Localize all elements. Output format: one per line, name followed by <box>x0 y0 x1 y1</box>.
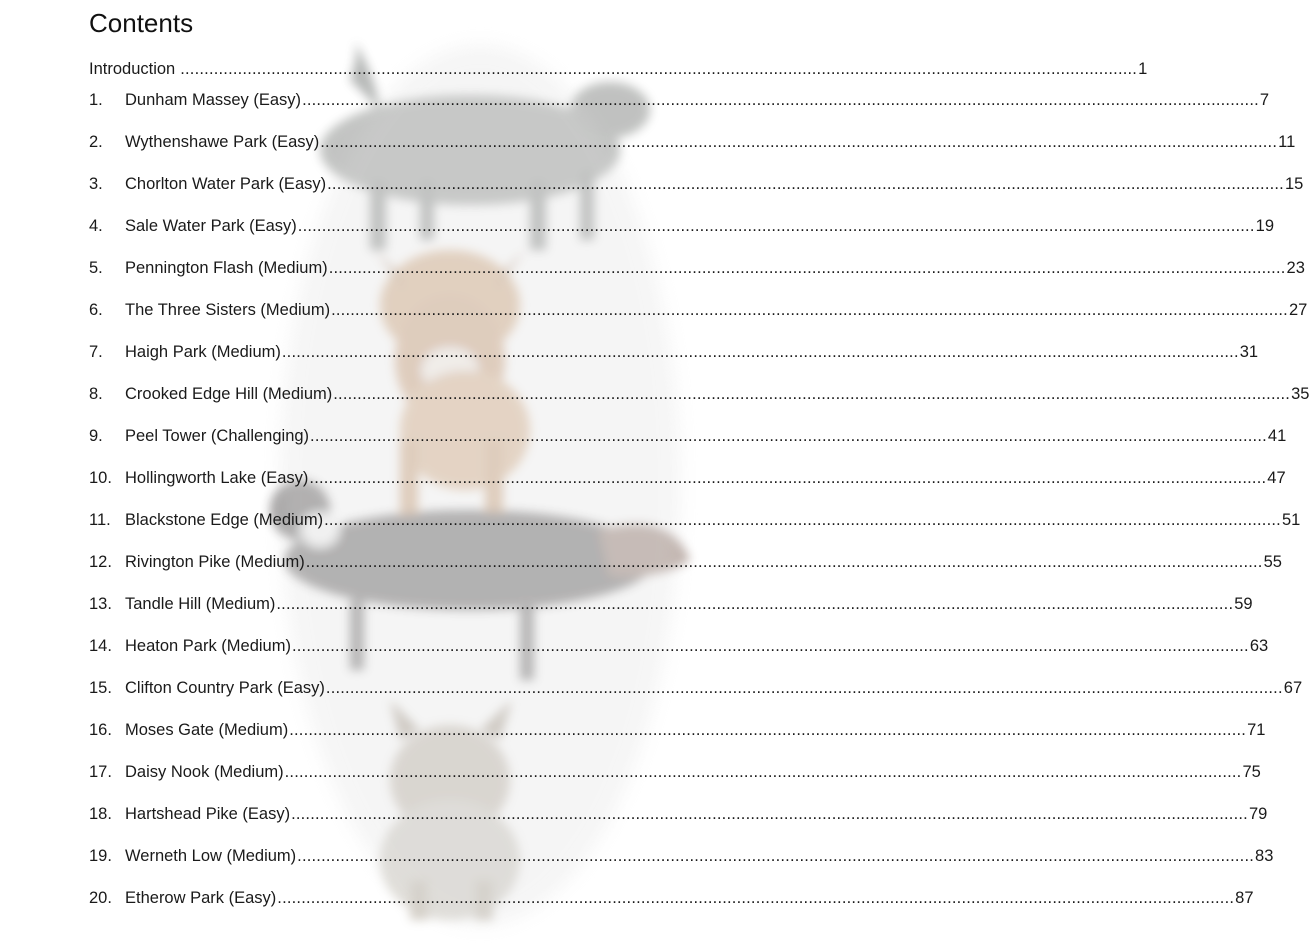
toc-entry-number: 13. <box>89 595 112 613</box>
toc-entry-label: Etherow Park (Easy) <box>125 889 277 907</box>
toc-page-number: 7 <box>1259 91 1270 109</box>
toc-entry-label: Dunham Massey (Easy) <box>125 91 302 109</box>
toc-entry-row[interactable] <box>89 886 1254 910</box>
toc-entry-row[interactable] <box>89 634 1269 658</box>
toc-entry-label: Peel Tower (Challenging) <box>125 427 310 445</box>
toc-entry-label: Rivington Pike (Medium) <box>125 553 305 571</box>
toc-entry-number: 20. <box>89 889 112 907</box>
toc-page-number: 15 <box>1284 175 1304 193</box>
toc-entry-row[interactable] <box>89 760 1261 784</box>
toc-entry-row[interactable] <box>89 508 1301 532</box>
dot-leader: ........................................................................................................................................................................................................ <box>291 805 1248 823</box>
toc-entry-label: Haigh Park (Medium) <box>125 343 281 361</box>
toc-entry-row[interactable] <box>89 256 1305 280</box>
toc-page-number: 55 <box>1263 553 1282 571</box>
toc-entry-number: 6. <box>89 301 103 319</box>
toc-entry-label: Tandle Hill (Medium) <box>125 595 276 613</box>
toc-entry-number: 1. <box>89 91 103 109</box>
toc-page-number: 63 <box>1249 637 1269 655</box>
dot-leader: ........................................................................................................................................................................................................ <box>302 91 1259 109</box>
toc-page-number: 71 <box>1247 721 1266 739</box>
toc-entry-row[interactable] <box>89 844 1274 868</box>
dot-leader: ........................................................................................................................................................................................................ <box>305 553 1263 571</box>
toc-entry-row[interactable] <box>89 130 1296 154</box>
toc-entry-number: 4. <box>89 217 103 235</box>
toc-page-number: 59 <box>1234 595 1253 613</box>
toc-entry-row[interactable] <box>89 592 1253 616</box>
toc-entry-number: 8. <box>89 385 103 403</box>
toc-entry-row[interactable] <box>89 676 1303 700</box>
toc-entry-number: 12. <box>89 553 112 571</box>
toc-entry-number: 11. <box>89 511 111 529</box>
toc-entry-number: 3. <box>89 175 103 193</box>
toc-entry-row[interactable] <box>89 382 1309 406</box>
toc-entry-row[interactable] <box>89 214 1274 238</box>
toc-entry-label: Crooked Edge Hill (Medium) <box>125 385 333 403</box>
toc-page-number: 23 <box>1286 259 1305 277</box>
toc-entry-label: Chorlton Water Park (Easy) <box>125 175 327 193</box>
toc-entry-number: 14. <box>89 637 112 655</box>
toc-intro-row[interactable] <box>89 57 1148 81</box>
toc-entry-label: Pennington Flash (Medium) <box>125 259 328 277</box>
dot-leader: ........................................................................................................................................................................................................ <box>289 721 1247 739</box>
toc-entry-row[interactable] <box>89 466 1286 490</box>
toc-entry-label: Daisy Nook (Medium) <box>125 763 284 781</box>
toc-page-number: 1 <box>1138 60 1148 78</box>
toc-entry-number: 18. <box>89 805 112 823</box>
dot-leader: ........................................................................................................................................................................................................ <box>284 763 1242 781</box>
toc-entry-label: The Three Sisters (Medium) <box>125 301 331 319</box>
toc-entry-label: Moses Gate (Medium) <box>125 721 289 739</box>
toc-page-number: 27 <box>1288 301 1308 319</box>
toc-page-number: 35 <box>1291 385 1309 403</box>
toc-entry-label: Wythenshawe Park (Easy) <box>125 133 320 151</box>
dot-leader: ........................................................................................................................................................................................................ <box>297 847 1255 865</box>
toc-page-number: 41 <box>1267 427 1287 445</box>
toc-entry-label: Sale Water Park (Easy) <box>125 217 297 235</box>
dot-leader: ........................................................................................................................................................................................................ <box>180 60 1138 78</box>
dot-leader: ........................................................................................................................................................................................................ <box>276 595 1234 613</box>
toc-entry-number: 16. <box>89 721 112 739</box>
dot-leader: ........................................................................................................................................................................................................ <box>277 889 1235 907</box>
toc-entry-label: Heaton Park (Medium) <box>125 637 291 655</box>
dot-leader: ........................................................................................................................................................................................................ <box>309 469 1267 487</box>
toc-page-number: 79 <box>1248 805 1268 823</box>
page-title: Contents <box>89 8 194 38</box>
dot-leader: ........................................................................................................................................................................................................ <box>327 175 1284 193</box>
toc-entry-row[interactable] <box>89 340 1259 364</box>
dot-leader: ........................................................................................................................................................................................................ <box>320 133 1278 151</box>
toc-entry-number: 2. <box>89 133 103 151</box>
toc-entry-row[interactable] <box>89 802 1268 826</box>
toc-entry-label: Blackstone Edge (Medium) <box>125 511 324 529</box>
toc-entry-row[interactable] <box>89 550 1282 574</box>
dot-leader: ........................................................................................................................................................................................................ <box>325 679 1283 697</box>
dot-leader: ........................................................................................................................................................................................................ <box>333 385 1291 403</box>
toc-entry-number: 7. <box>89 343 103 361</box>
toc-entry-label: Introduction <box>89 60 176 78</box>
toc-page-number: 31 <box>1239 343 1259 361</box>
toc-entry-number: 19. <box>89 847 112 865</box>
dot-leader: ........................................................................................................................................................................................................ <box>297 217 1255 235</box>
dot-leader: ........................................................................................................................................................................................................ <box>291 637 1249 655</box>
toc-entry-row[interactable] <box>89 298 1308 322</box>
toc-entry-row[interactable] <box>89 424 1287 448</box>
toc-entry-label: Clifton Country Park (Easy) <box>125 679 325 697</box>
toc-page-number: 51 <box>1281 511 1301 529</box>
toc-page-number: 19 <box>1255 217 1274 235</box>
toc-entry-label: Werneth Low (Medium) <box>125 847 297 865</box>
toc-page-number: 11 <box>1278 133 1296 151</box>
toc-entry-number: 15. <box>89 679 112 697</box>
toc-entry-number: 10. <box>89 469 112 487</box>
toc-entry-row[interactable] <box>89 172 1304 196</box>
dot-leader: ........................................................................................................................................................................................................ <box>324 511 1281 529</box>
toc-entry-number: 17. <box>89 763 112 781</box>
toc-page-number: 83 <box>1255 847 1274 865</box>
dot-leader: ........................................................................................................................................................................................................ <box>281 343 1239 361</box>
toc-entry-number: 5. <box>89 259 103 277</box>
dot-leader: ........................................................................................................................................................................................................ <box>328 259 1286 277</box>
toc-entry-row[interactable] <box>89 88 1270 112</box>
toc-page-number: 47 <box>1267 469 1286 487</box>
toc-entry-label: Hartshead Pike (Easy) <box>125 805 291 823</box>
toc-entry-row[interactable] <box>89 718 1266 742</box>
toc-page-number: 67 <box>1283 679 1303 697</box>
toc-entry-number: 9. <box>89 427 103 445</box>
toc-page-number: 87 <box>1235 889 1254 907</box>
dot-leader: ........................................................................................................................................................................................................ <box>310 427 1267 445</box>
toc-entry-label: Hollingworth Lake (Easy) <box>125 469 309 487</box>
dot-leader: ........................................................................................................................................................................................................ <box>331 301 1288 319</box>
toc-page-number: 75 <box>1242 763 1261 781</box>
